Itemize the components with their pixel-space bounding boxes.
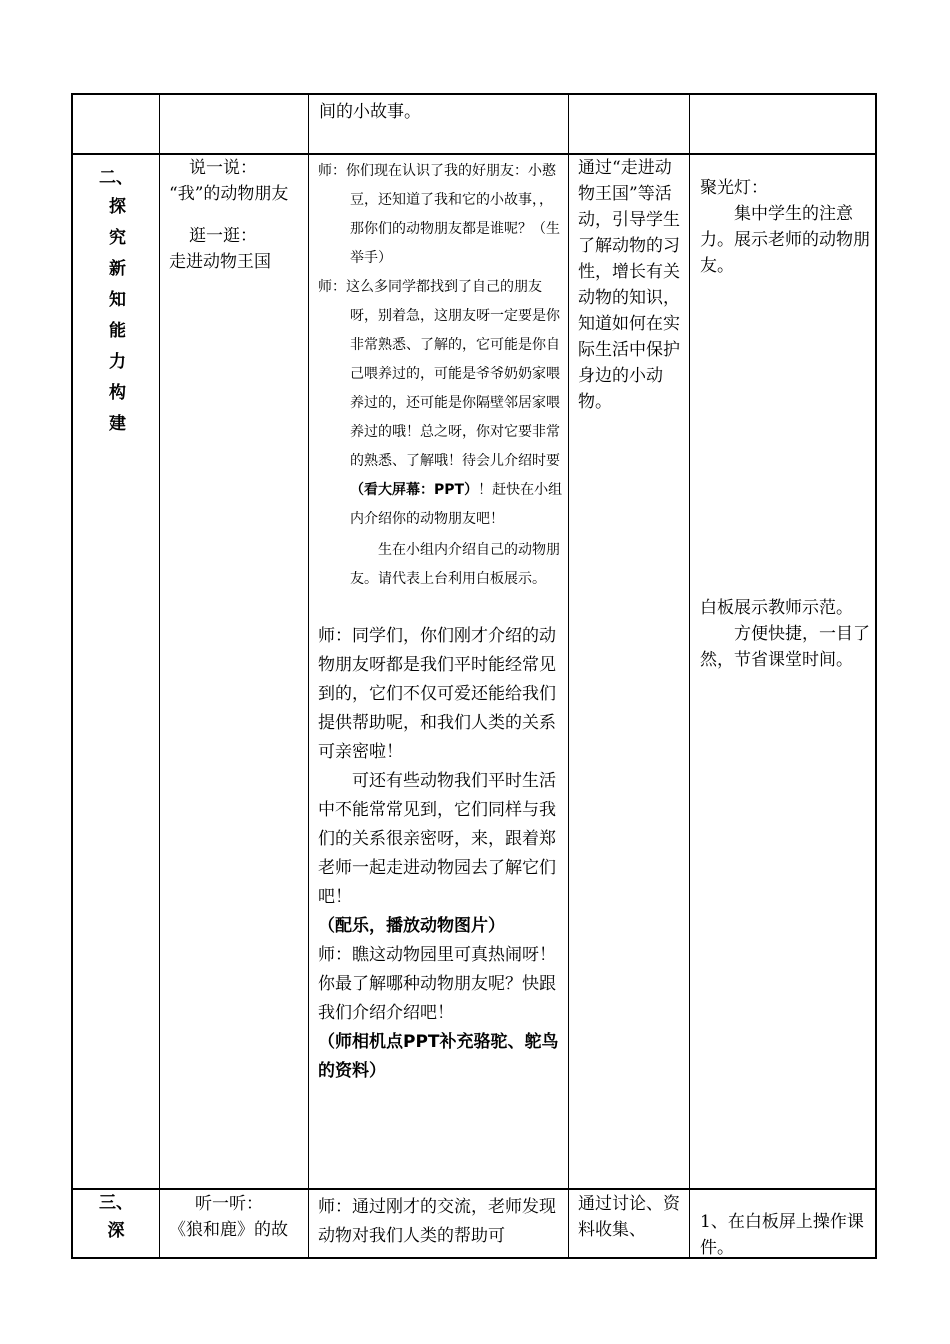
row3-process: 师：通过刚才的交流，老师发现动物对我们人类的帮助可 bbox=[318, 1197, 556, 1246]
process-paragraph-5: 可还有些动物我们平时生活中不能常常见到，它们同样与我们的关系很亲密呀，来，跟着郑老师一起走进动物园去了解它们吧！ bbox=[318, 771, 556, 907]
stage-vertical-title bbox=[99, 197, 131, 456]
process-paragraph-2-text: 师：这么多同学都找到了自己的朋友呀，别着急，这朋友呀一定要是你非常熟悉、了解的，它可能是你自己喂养过的，可能是爷爷奶奶家喂养过的，还可能是你隔壁邻居家喂养过的哦！总之呀，你对它要非常的熟悉、了解哦！待会儿介绍时要 bbox=[318, 279, 560, 469]
column-divider bbox=[308, 95, 309, 1257]
row3-activity-body: 《狼和鹿》的故 bbox=[169, 1220, 288, 1240]
process-paragraph-4: 师：同学们，你们刚才介绍的动物朋友呀都是我们平时能经常见到的，它们不仅可爱还能给我们提供帮助呢，和我们人类的关系可亲密啦！ bbox=[318, 626, 556, 762]
media-title: 聚光灯： bbox=[700, 178, 768, 198]
row1-content: 间的小故事。 bbox=[319, 102, 421, 122]
media-whiteboard bbox=[700, 595, 872, 673]
process-paragraph-6: （配乐，播放动物图片） bbox=[318, 916, 505, 936]
stage3-label-text: 三、 bbox=[99, 1193, 133, 1213]
activity-visit-body: 走进动物王国 bbox=[169, 252, 271, 272]
process-paragraph-7: 师：瞧这动物园里可真热闹呀！你最了解哪种动物朋友呢？快跟我们介绍介绍吧！ bbox=[318, 945, 556, 1023]
lesson-plan-table bbox=[71, 93, 877, 1259]
media-description: 集中学生的注意力。展示老师的动物朋友。 bbox=[700, 204, 870, 276]
row3-intent: 通过讨论、资料收集、 bbox=[578, 1194, 680, 1240]
column-divider bbox=[689, 95, 690, 1257]
process-paragraph-2-bold: （看大屏幕：PPT） bbox=[350, 482, 479, 498]
stage-vertical-text: 探究新知能力构建 bbox=[105, 197, 125, 445]
media-column bbox=[700, 175, 872, 279]
process-paragraph-1: 师：你们现在认识了我的好朋友：小憨豆，还知道了我和它的小故事，，那你们的动物朋友都是谁呢？（生举手） bbox=[318, 163, 560, 266]
activity-say-body: “我”的动物朋友 bbox=[169, 184, 289, 204]
activity-visit-title: 逛一逛： bbox=[189, 226, 257, 246]
media-whiteboard-text: 白板展示教师示范。 bbox=[700, 598, 853, 618]
column-divider bbox=[568, 95, 569, 1257]
column-divider bbox=[159, 95, 160, 1257]
stage-label: 二、 bbox=[99, 168, 133, 188]
stage3-next-char: 深 bbox=[107, 1221, 125, 1241]
process-paragraph-3: 生在小组内介绍自己的动物朋友。请代表上台利用白板展示。 bbox=[350, 542, 560, 587]
process-paragraph-2 bbox=[318, 273, 563, 534]
stage3-label bbox=[73, 1189, 159, 1245]
row-divider bbox=[73, 1188, 875, 1190]
intent-column: 通过“走进动物王国”等活动，引导学生了解动物的习性，增长有关动物的知识，知道如何在实际生活中保护身边的小动物。 bbox=[578, 158, 680, 412]
activity-say-title: 说一说： bbox=[189, 158, 257, 178]
process-paragraph-8: （师相机点PPT补充骆驼、鸵鸟的资料） bbox=[318, 1032, 559, 1081]
activity-column bbox=[169, 155, 303, 275]
row3-activity-title: 听一听： bbox=[195, 1194, 263, 1214]
process-column bbox=[318, 157, 563, 1086]
row3-activity bbox=[169, 1191, 303, 1243]
process-paragraph-2-end: ！赶快在小组内介绍你的动物朋友吧！ bbox=[350, 482, 563, 527]
media-benefit: 方便快捷，一目了然，节省课堂时间。 bbox=[700, 624, 870, 670]
row3-media: 1、在白板屏上操作课件。 bbox=[700, 1212, 864, 1258]
